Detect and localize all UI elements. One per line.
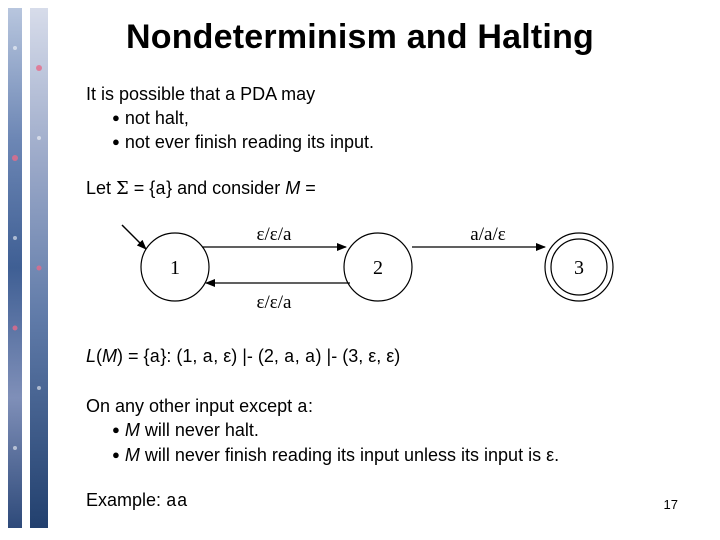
pda-diagram (110, 215, 630, 325)
sigma-symbol: Σ (116, 178, 129, 199)
except-bullet-1: ● M will never halt. (112, 420, 259, 440)
intro-text: It is possible that a PDA may (86, 84, 316, 104)
state-1-label: 1 (170, 257, 180, 279)
bullet-icon: ● (112, 422, 120, 437)
state-3-label: 3 (574, 257, 584, 279)
decorative-strip (6, 8, 52, 528)
transition-2-1-label: ε/ε/a (256, 292, 292, 313)
transition-1-2-label: ε/ε/a (256, 224, 292, 245)
bullet-icon: ● (112, 134, 120, 149)
example-line: Example: aa (86, 490, 188, 512)
bullet-icon: ● (112, 110, 120, 125)
example-value: aa (166, 492, 188, 512)
state-2-label: 2 (373, 257, 383, 279)
slide-title: Nondeterminism and Halting (125, 18, 595, 56)
start-arrow (122, 225, 146, 249)
intro-bullet-2 (112, 132, 374, 153)
except-bullet-2: ● M will never finish reading its input unless its input is ε. (112, 445, 560, 465)
intro-bullet-1 (112, 108, 189, 129)
page-number: 17 (663, 497, 678, 512)
language-line: L(M) = {a}: (1, a, ε) |- (2, a, a) |- (3, ε, ε) (86, 346, 401, 368)
bullet-icon: ● (112, 447, 120, 462)
except-line: On any other input except a: (86, 396, 313, 418)
transition-2-3-label: a/a/ε (470, 224, 506, 245)
let-sigma-line: Let Σ = {a} and consider M = (86, 178, 316, 200)
bullet-text: not ever finish reading its input. (124, 132, 375, 152)
bullet-text: not halt, (124, 108, 189, 128)
